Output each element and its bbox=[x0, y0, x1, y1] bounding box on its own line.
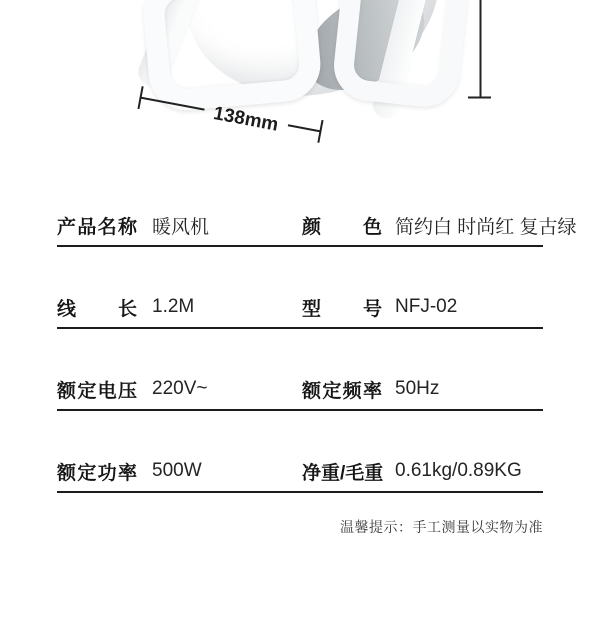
spec-label-rated-voltage: 额定电压 bbox=[57, 380, 137, 402]
height-dimension-line bbox=[468, 0, 491, 98]
product-stand-loop-right bbox=[331, 0, 472, 110]
spec-table bbox=[57, 205, 577, 493]
spec-value-rated-voltage: 220V~ bbox=[152, 378, 208, 399]
spec-value-rated-frequency: 50Hz bbox=[395, 378, 440, 399]
spec-row-cord-model bbox=[57, 287, 543, 329]
spec-label-model: 型号 bbox=[302, 298, 382, 320]
spec-row-voltage-frequency bbox=[57, 369, 543, 411]
spec-value-model: NFJ-02 bbox=[395, 296, 458, 317]
spec-label-color: 颜色 bbox=[302, 216, 382, 238]
spec-row-product-name-color bbox=[57, 205, 577, 247]
spec-value-color: 简约白 时尚红 复古绿 bbox=[395, 216, 577, 238]
spec-value-net-gross-weight: 0.61kg/0.89KG bbox=[395, 460, 522, 481]
measurement-note: 温馨提示：手工测量以实物为准 bbox=[340, 519, 543, 535]
spec-label-net-gross-weight: 净重/毛重 bbox=[302, 462, 384, 484]
spec-label-rated-frequency: 额定频率 bbox=[302, 380, 382, 402]
spec-label-product-name: 产品名称 bbox=[57, 216, 137, 238]
product-stand-loop-left bbox=[140, 0, 323, 113]
width-dimension-label: 138mm bbox=[211, 103, 280, 136]
spec-row-power-weight bbox=[57, 451, 543, 493]
spec-label-rated-power: 额定功率 bbox=[57, 462, 137, 484]
spec-label-cord-length: 线长 bbox=[57, 298, 137, 320]
product-photo-section bbox=[0, 0, 600, 160]
spec-value-rated-power: 500W bbox=[152, 460, 202, 481]
spec-value-cord-length: 1.2M bbox=[152, 296, 195, 317]
spec-value-product-name: 暖风机 bbox=[152, 216, 210, 238]
